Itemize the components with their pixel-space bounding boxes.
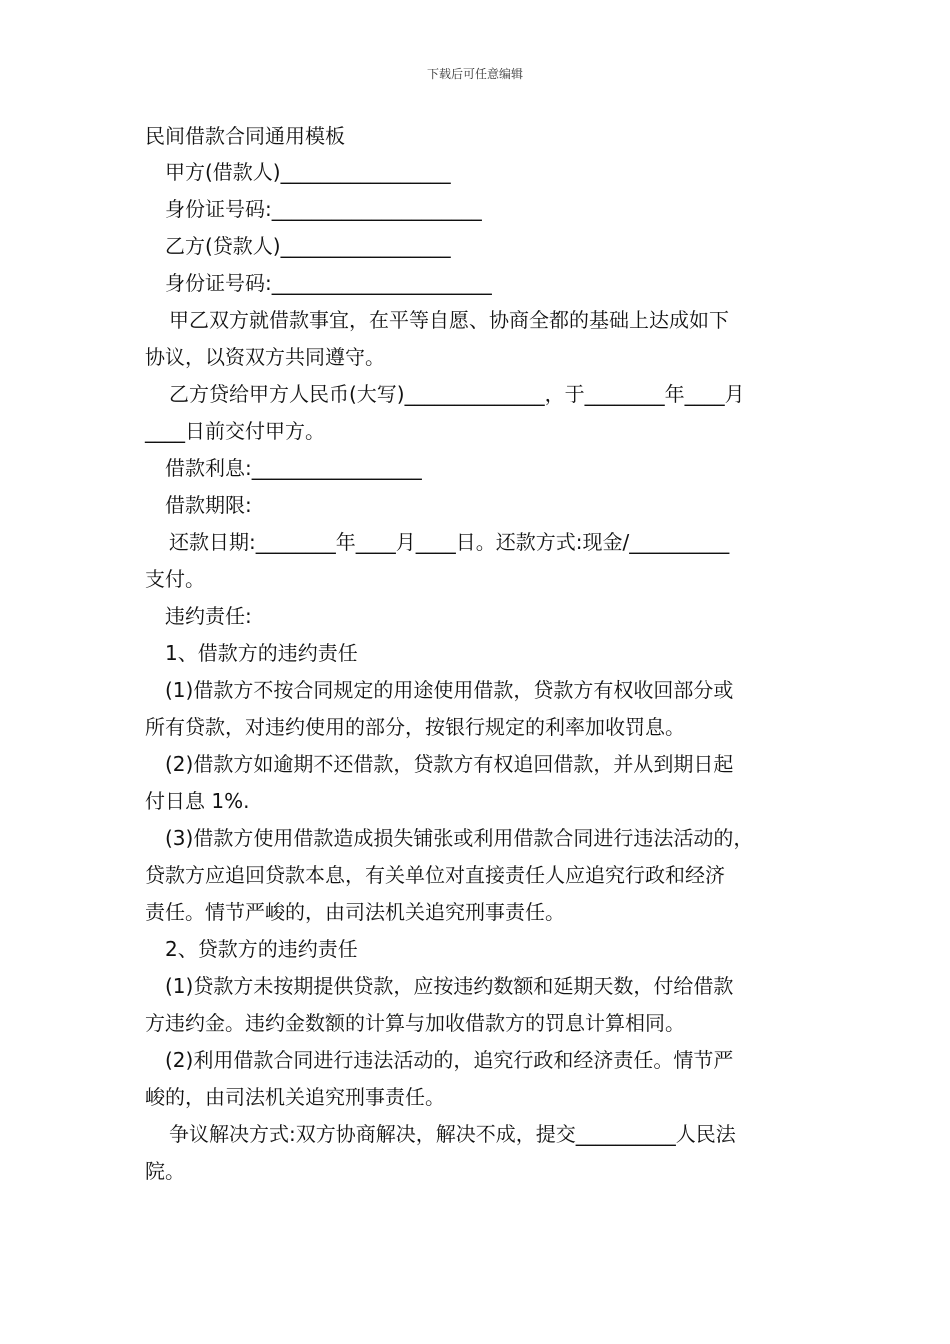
paragraph-line: (3)借款方使用借款造成损失铺张或利用借款合同进行违法活动的， (165, 826, 754, 850)
paragraph-line: 乙方贷给甲方人民币(大写)______________，于________年____月 (169, 382, 745, 406)
interest-line: 借款利息:_________________ (165, 456, 422, 480)
party-a-line: 甲方(借款人)_________________ (165, 160, 451, 184)
section-heading: 违约责任: (165, 604, 252, 628)
paragraph-line: (1)借款方不按合同规定的用途使用借款，贷款方有权收回部分或 (165, 678, 734, 702)
paragraph-line: 贷款方应追回贷款本息，有关单位对直接责任人应追究行政和经济 (145, 863, 725, 887)
page-header: 下载后可任意编辑 (426, 67, 523, 81)
document-body (145, 118, 810, 1190)
paragraph-line: 协议，以资双方共同遵守。 (145, 345, 385, 369)
paragraph-line: 甲乙双方就借款事宜，在平等自愿、协商全都的基础上达成如下 (169, 308, 729, 332)
party-b-id-line: 身份证号码:______________________ (165, 271, 492, 295)
section-heading: 1、借款方的违约责任 (165, 641, 358, 665)
document-title: 民间借款合同通用模板 (145, 124, 345, 148)
paragraph-line: 责任。情节严峻的，由司法机关追究刑事责任。 (145, 900, 565, 924)
paragraph-line: 院。 (145, 1159, 185, 1183)
paragraph-line: 付日息 1%. (145, 789, 250, 813)
paragraph-line: (2)利用借款合同进行违法活动的，追究行政和经济责任。情节严 (165, 1048, 734, 1072)
paragraph-line: 方违约金。违约金数额的计算与加收借款方的罚息计算相同。 (145, 1011, 685, 1035)
paragraph-line: ____日前交付甲方。 (145, 419, 325, 443)
paragraph-line: 争议解决方式:双方协商解决，解决不成，提交__________人民法 (169, 1122, 736, 1146)
party-a-id-line: 身份证号码:_____________________ (165, 197, 482, 221)
party-b-line: 乙方(贷款人)_________________ (165, 234, 451, 258)
paragraph-line: (2)借款方如逾期不还借款，贷款方有权追回借款，并从到期日起 (165, 752, 734, 776)
repayment-line: 还款日期:________年____月____日。还款方式:现金/__________ (169, 530, 730, 554)
term-line: 借款期限: (165, 493, 252, 517)
section-heading: 2、贷款方的违约责任 (165, 937, 358, 961)
paragraph-line: 支付。 (145, 567, 205, 591)
paragraph-line: 峻的，由司法机关追究刑事责任。 (145, 1085, 445, 1109)
paragraph-line: 所有贷款，对违约使用的部分，按银行规定的利率加收罚息。 (145, 715, 685, 739)
paragraph-line: (1)贷款方未按期提供贷款，应按违约数额和延期天数，付给借款 (165, 974, 734, 998)
